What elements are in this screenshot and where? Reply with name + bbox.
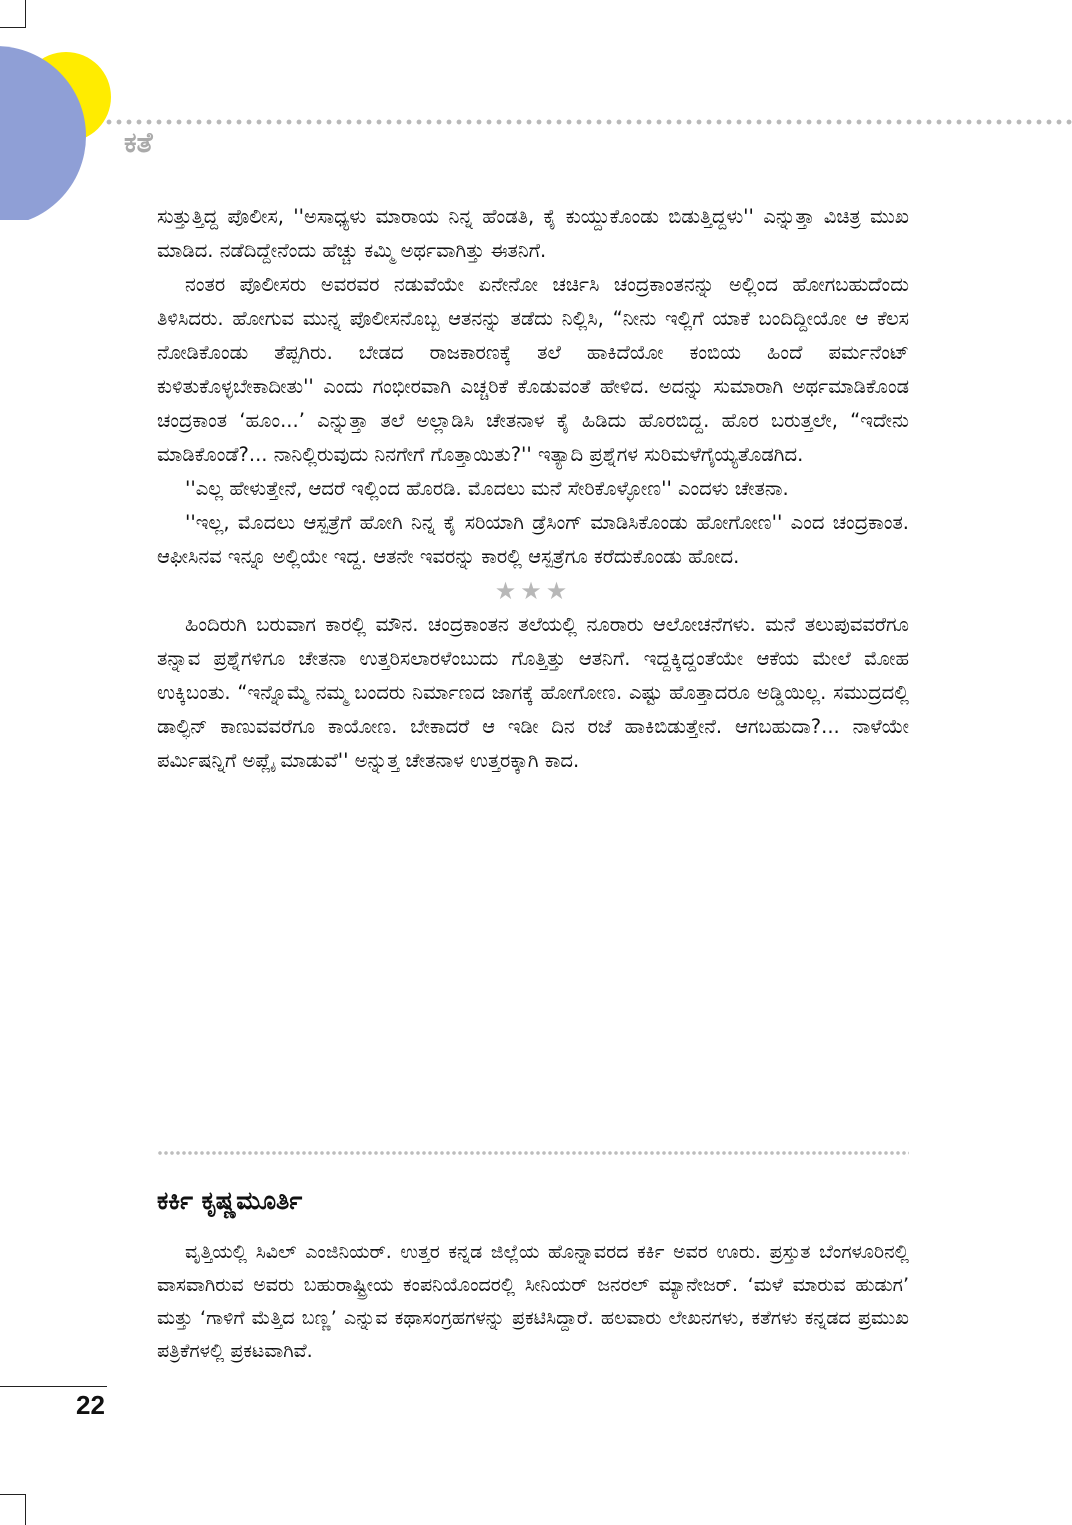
- bio-dotted-rule: [157, 1150, 909, 1156]
- header-dotted-rule: [104, 118, 1072, 126]
- section-label: ಕತೆ: [124, 126, 153, 159]
- story-paragraph: ''ಇಲ್ಲ, ಮೊದಲು ಆಸ್ಪತ್ರೆಗೆ ಹೋಗಿ ನಿನ್ನ ಕೈ ಸರಿಯಾಗಿ ಡ್ರೆಸಿಂಗ್ ಮಾಡಿಸಿಕೊಂಡು ಹೋಗೋಣ'' ಎಂದ ಚಂದ್ರಕಾಂತ. ಆಫೀಸಿನವ ಇನ್ನೂ ಅಲ್ಲಿಯೇ ಇದ್ದ. ಆತನೇ ಇವರನ್ನು ಕಾರಲ್ಲಿ ಆಸ್ಪತ್ರೆಗೂ ಕರೆದುಕೊಂಡು ಹೋದ.: [157, 511, 909, 568]
- decorative-circles: [0, 0, 130, 220]
- story-paragraph: ನಂತರ ಪೊಲೀಸರು ಅವರವರ ನಡುವೆಯೇ ಏನೇನೋ ಚರ್ಚಿಸಿ ಚಂದ್ರಕಾಂತನನ್ನು ಅಲ್ಲಿಂದ ಹೋಗಬಹುದೆಂದು ತಿಳಿಸಿದರು. ಹೋಗುವ ಮುನ್ನ ಪೊಲೀಸನೊಬ್ಬ ಆತನನ್ನು ತಡೆದು ನಿಲ್ಲಿಸಿ, “ನೀನು ಇಲ್ಲಿಗೆ ಯಾಕೆ ಬಂದಿದ್ದೀಯೋ ಆ ಕೆಲಸ ನೋಡಿಕೊಂಡು ತೆಪ್ಪಗಿರು. ಬೇಡದ ರಾಜಕಾರಣಕ್ಕೆ ತಲೆ ಹಾಕಿದೆಯೋ ಕಂಬಿಯ ಹಿಂದೆ ಪರ್ಮನೆಂಟ್ ಕುಳಿತುಕೊಳ್ಳಬೇಕಾದೀತು'' ಎಂದು ಗಂಭೀರವಾಗಿ ಎಚ್ಚರಿಕೆ ಕೊಡುವಂತೆ ಹೇಳಿದ. ಅದನ್ನು ಸುಮಾರಾಗಿ ಅರ್ಥಮಾಡಿಕೊಂಡ ಚಂದ್ರಕಾಂತ ‘ಹೂಂ...’ ಎನ್ನುತ್ತಾ ತಲೆ ಅಲ್ಲಾಡಿಸಿ ಚೇತನಾಳ ಕೈ ಹಿಡಿದು ಹೊರಬಿದ್ದ. ಹೊರ ಬರುತ್ತಲೇ, “ಇದೇನು ಮಾಡಿಕೊಂಡೆ?... ನಾನಿಲ್ಲಿರುವುದು ನಿನಗೇಗೆ ಗೊತ್ತಾಯಿತು?'' ಇತ್ಯಾದಿ ಪ್ರಶ್ನೆಗಳ ಸುರಿಮಳೆಗೈಯ್ಯತೊಡಗಿದ.: [157, 273, 909, 466]
- story-paragraph: ಹಿಂದಿರುಗಿ ಬರುವಾಗ ಕಾರಲ್ಲಿ ಮೌನ. ಚಂದ್ರಕಾಂತನ ತಲೆಯಲ್ಲಿ ನೂರಾರು ಆಲೋಚನೆಗಳು. ಮನೆ ತಲುಪುವವರೆಗೂ ತನ್ನಾವ ಪ್ರಶ್ನೆಗಳಿಗೂ ಚೇತನಾ ಉತ್ತರಿಸಲಾರಳೆಂಬುದು ಗೊತ್ತಿತ್ತು ಆತನಿಗೆ. ಇದ್ದಕ್ಕಿದ್ದಂತೆಯೇ ಆಕೆಯ ಮೇಲೆ ಮೋಹ ಉಕ್ಕಿಬಂತು. “ಇನ್ನೊಮ್ಮೆ ನಮ್ಮ ಬಂದರು ನಿರ್ಮಾಣದ ಜಾಗಕ್ಕೆ ಹೋಗೋಣ. ಎಷ್ಟು ಹೊತ್ತಾದರೂ ಅಡ್ಡಿಯಿಲ್ಲ. ಸಮುದ್ರದಲ್ಲಿ ಡಾಲ್ಫಿನ್ ಕಾಣುವವರೆಗೂ ಕಾಯೋಣ. ಬೇಕಾದರೆ ಆ ಇಡೀ ದಿನ ರಜೆ ಹಾಕಿಬಿಡುತ್ತೇನೆ. ಆಗಬಹುದಾ?... ನಾಳೆಯೇ ಪರ್ಮಿಷನ್ನಿಗೆ ಅಪ್ಲೈ ಮಾಡುವೆ'' ಅನ್ನುತ್ತ ಚೇತನಾಳ ಉತ್ತರಕ್ಕಾಗಿ ಕಾದ.: [157, 613, 909, 772]
- page-number: 22: [76, 1390, 105, 1420]
- story-paragraph: ಸುತ್ತುತ್ತಿದ್ದ ಪೊಲೀಸ, ''ಅಸಾಧ್ಯಳು ಮಾರಾಯ ನಿನ್ನ ಹೆಂಡತಿ, ಕೈ ಕುಯ್ದುಕೊಂಡು ಬಿಡುತ್ತಿದ್ದಳು'' ಎನ್ನುತ್ತಾ ವಿಚಿತ್ರ ಮುಖ ಮಾಡಿದ. ನಡೆದಿದ್ದೇನೆಂದು ಹೆಚ್ಚು ಕಮ್ಮಿ ಅರ್ಥವಾಗಿತ್ತು ಈತನಿಗೆ.: [157, 205, 909, 262]
- crop-mark-bottom-vertical: [25, 1494, 26, 1525]
- crop-mark-bottom-horizontal: [0, 1494, 26, 1495]
- section-separator-stars: ★★★: [494, 577, 572, 605]
- author-name: ಕರ್ಕಿ ಕೃಷ್ಣಮೂರ್ತಿ: [157, 1186, 303, 1215]
- page-number-rule: [0, 1386, 107, 1387]
- story-paragraph: ''ಎಲ್ಲ ಹೇಳುತ್ತೇನೆ, ಆದರೆ ಇಲ್ಲಿಂದ ಹೊರಡಿ. ಮೊದಲು ಮನೆ ಸೇರಿಕೊಳ್ಳೋಣ'' ಎಂದಳು ಚೇತನಾ.: [185, 477, 789, 500]
- story-body: [157, 200, 909, 778]
- author-bio: ವೃತ್ತಿಯಲ್ಲಿ ಸಿವಿಲ್ ಎಂಜಿನಿಯರ್. ಉತ್ತರ ಕನ್ನಡ ಜಿಲ್ಲೆಯ ಹೊನ್ನಾವರದ ಕರ್ಕಿ ಅವರ ಊರು. ಪ್ರಸ್ತುತ ಬೆಂಗಳೂರಿನಲ್ಲಿ ವಾಸವಾಗಿರುವ ಅವರು ಬಹುರಾಷ್ಟ್ರೀಯ ಕಂಪನಿಯೊಂದರಲ್ಲಿ ಸೀನಿಯರ್ ಜನರಲ್ ಮ್ಯಾನೇಜರ್. ‘ಮಳೆ ಮಾರುವ ಹುಡುಗ’ ಮತ್ತು ‘ಗಾಳಿಗೆ ಮೆತ್ತಿದ ಬಣ್ಣ’ ಎನ್ನುವ ಕಥಾಸಂಗ್ರಹಗಳನ್ನು ಪ್ರಕಟಿಸಿದ್ದಾರೆ. ಹಲವಾರು ಲೇಖನಗಳು, ಕತೆಗಳು ಕನ್ನಡದ ಪ್ರಮುಖ ಪತ್ರಿಕೆಗಳಲ್ಲಿ ಪ್ರಕಟವಾಗಿವೆ.: [157, 1241, 909, 1362]
